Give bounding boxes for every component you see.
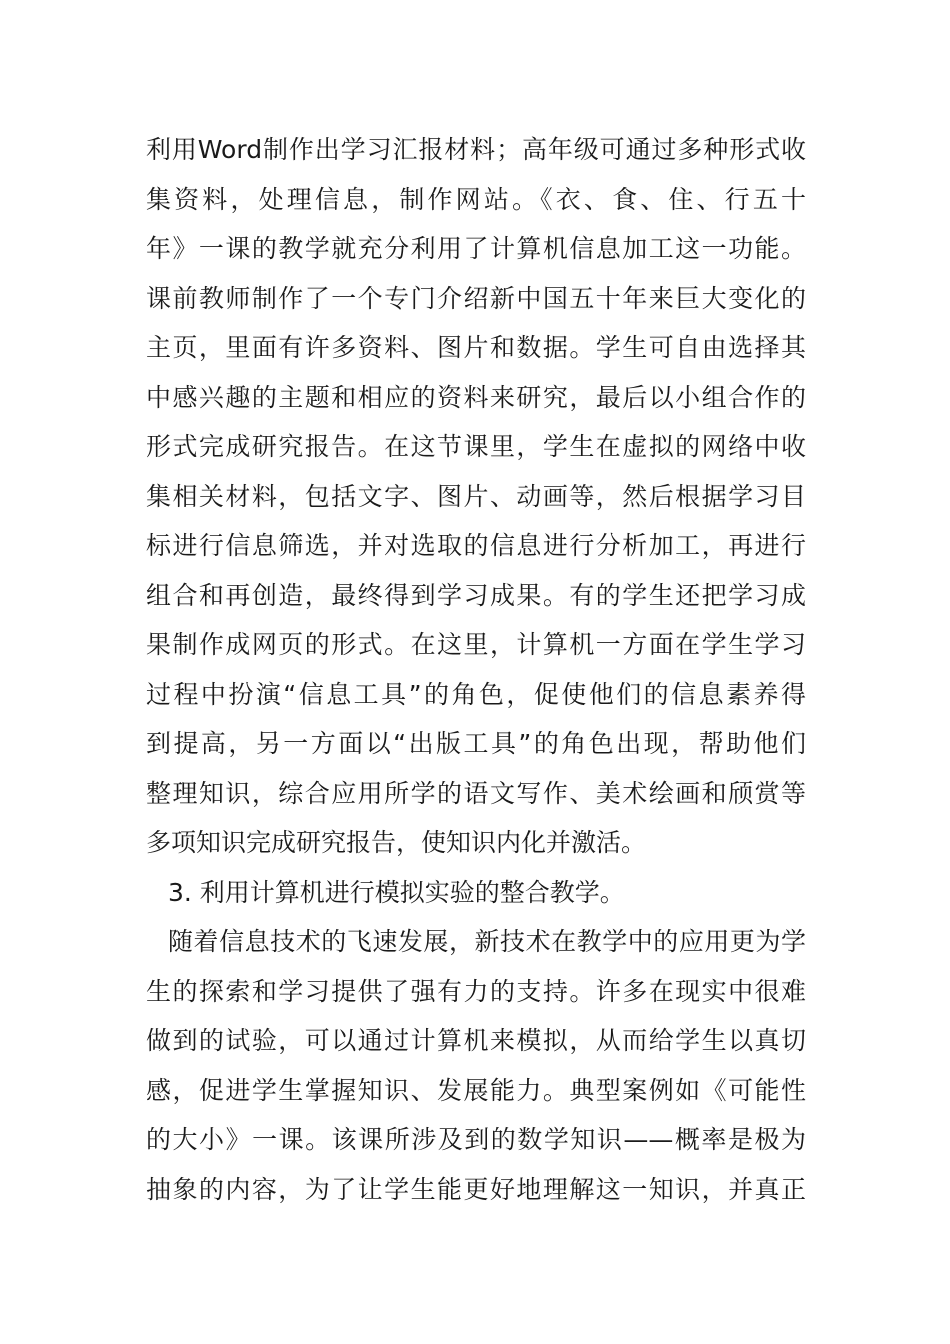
text-line: 组合和再创造，最终得到学习成果。有的学生还把学习成 — [146, 580, 806, 610]
text-line: 利用Word制作出学习汇报材料；高年级可通过多种形式收 — [146, 135, 806, 164]
text-line: 整理知识，综合应用所学的语文写作、美术绘画和颀赏等 — [146, 778, 806, 808]
text-line: 做到的试验，可以通过计算机来模拟，从而给学生以真切 — [146, 1026, 806, 1055]
text-line: 年》一课的教学就充分利用了计算机信息加工这一功能。 — [146, 234, 806, 263]
text-line: 抽象的内容，为了让学生能更好地理解这一知识，并真正 — [146, 1174, 806, 1204]
text-line: 果制作成网页的形式。在这里，计算机一方面在学生学习 — [146, 630, 806, 659]
text-line: 多项知识完成研究报告，使知识内化并激活。 — [146, 828, 647, 857]
text-line: 过程中扮演“信息工具”的角色，促使他们的信息素养得 — [146, 679, 806, 709]
text-line: 生的探索和学习提供了强有力的支持。许多在现实中很难 — [146, 976, 806, 1006]
text-line: 标进行信息筛选，并对选取的信息进行分析加工，再进行 — [146, 531, 806, 560]
text-line: 集相关材料，包括文字、图片、动画等，然后根据学习目 — [146, 481, 806, 511]
text-line: 的大小》一课。该课所涉及到的数学知识——概率是极为 — [146, 1125, 806, 1154]
text-line: 到提高，另一方面以“出版工具”的角色出现，帮助他们 — [146, 729, 806, 758]
text-line: 随着信息技术的飞速发展，新技术在教学中的应用更为学 — [168, 927, 806, 956]
text-line: 集资料，处理信息，制作网站。《衣、食、住、行五十 — [146, 184, 806, 214]
text-line: 主页，里面有许多资料、图片和数据。学生可自由选择其 — [146, 333, 806, 362]
text-line: 课前教师制作了一个专门介绍新中国五十年来巨大变化的 — [146, 283, 806, 313]
text-line: 感，促进学生掌握知识、发展能力。典型案例如《可能性 — [146, 1075, 806, 1105]
body-text — [146, 125, 806, 1214]
text-line: 中感兴趣的主题和相应的资料来研究，最后以小组合作的 — [146, 382, 806, 412]
text-line: 形式完成研究报告。在这节课里，学生在虚拟的网络中收 — [146, 432, 806, 461]
section-heading: 3. 利用计算机进行模拟实验的整合教学。 — [168, 877, 625, 907]
